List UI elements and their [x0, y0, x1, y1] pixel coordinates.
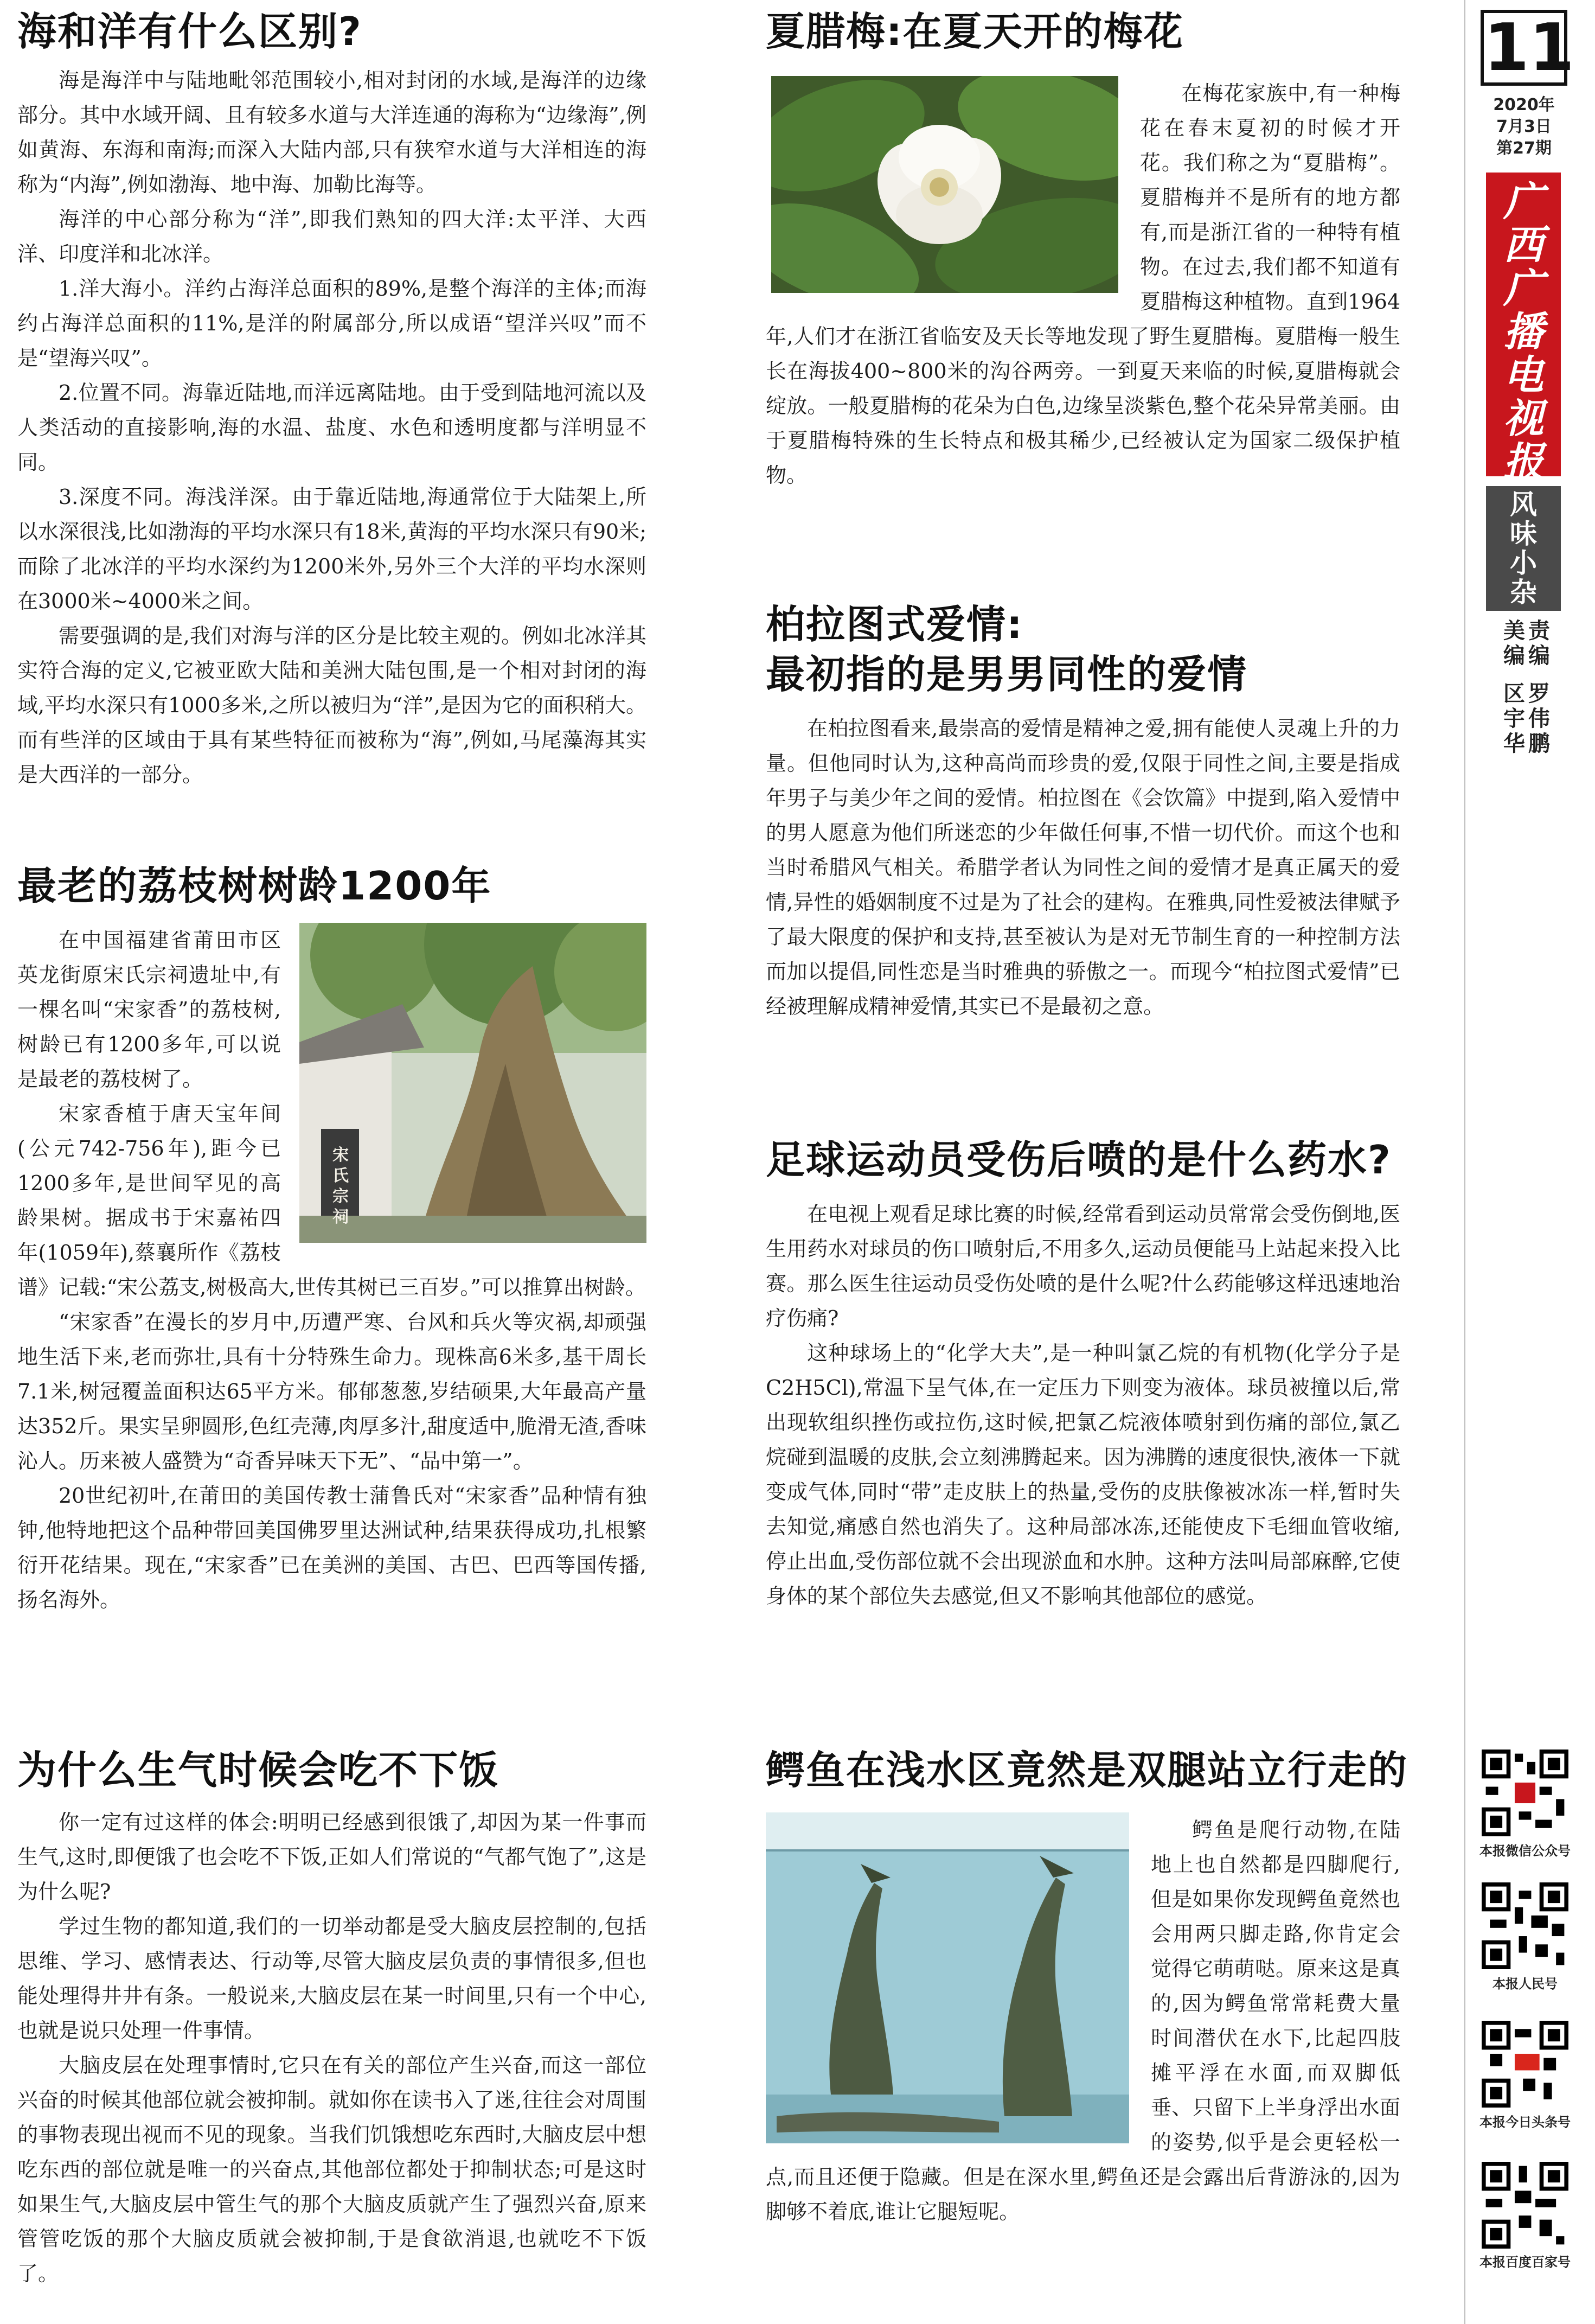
lychee-tree-illustration: [299, 923, 646, 1243]
article-football-spray: [766, 1134, 1400, 1613]
qr-label: 本报百度百家号: [1479, 2255, 1571, 2270]
column-divider: [1464, 0, 1465, 2324]
shrine-sign-text: 宋氏宗祠: [332, 1146, 349, 1227]
qr-code-icon: [1482, 1750, 1568, 1836]
qr-code-renmin[interactable]: [1482, 1882, 1568, 1969]
editor-char: 责: [1528, 618, 1550, 643]
article-platonic-love: [766, 599, 1400, 1024]
paper-name-char: 播: [1503, 309, 1543, 355]
article-paragraph: 在电视上观看足球比赛的时候,经常看到运动员常常会受伤倒地,医生用药水对球员的伤口喷射后,不用多久,运动员便能马上站起来投入比赛。那么医生往运动员受伤处喷的是什么呢?什么药能够这样迅速地治疗伤痛?: [766, 1202, 1400, 1330]
article-paragraph: 20世纪初叶,在莆田的美国传教士蒲鲁氏对“宋家香”品种情有独钟,他特地把这个品种带回美国佛罗里达洲试种,结果获得成功,扎根繁衍开花结果。现在,“宋家香”已在美洲的美国、古巴、巴西等国传播,扬名海外。: [17, 1484, 646, 1612]
summer-plum-flower-illustration: [771, 76, 1118, 293]
article-angry-eat: [17, 1744, 646, 2291]
article-lychee: [17, 860, 646, 1617]
summer-plum-photo: [771, 76, 1118, 293]
qr-code-icon: [1482, 2021, 1568, 2108]
editor-credits: [1486, 618, 1567, 756]
section-char: 杂: [1510, 577, 1537, 608]
paper-name-char: 广: [1503, 178, 1543, 225]
editor-char: 编: [1503, 643, 1525, 668]
article-paragraph: 海洋的中心部分称为“洋”,即我们熟知的四大洋:太平洋、大西洋、印度洋和北冰洋。: [17, 207, 646, 266]
article-paragraph: 3.深度不同。海浅洋深。由于靠近陆地,海通常位于大陆架上,所以水深很浅,比如渤海的平均水深只有18米,黄海的平均水深只有90米;而除了北冰洋的平均水深约为1200米外,另外三个大洋的平均水深则在3000米~4000米之间。: [17, 485, 646, 613]
editor-char: 伟: [1528, 706, 1550, 731]
paper-name-char: 西: [1503, 222, 1543, 269]
article-paragraph: 这种球场上的“化学大夫”,是一种叫氯乙烷的有机物(化学分子是C2H5Cl),常温下呈气体,在一定压力下则变为液体。球员被撞以后,常出现软组织挫伤或拉伤,这时候,把氯乙烷液体喷射到伤痛的部位,氯乙烷碰到温暖的皮肤,会立刻沸腾起来。因为沸腾的速度很快,液体一下就变成气体,同时“带”走皮肤上的热量,受伤的皮肤像被冰冻一样,暂时失去知觉,痛感自然也消失了。这种局部冰冻,还能使皮下毛细血管收缩,停止出血,受伤部位就不会出现淤血和水肿。这种方法叫局部麻醉,它使身体的某个部位失去感觉,但又不影响其他部位的感觉。: [766, 1341, 1400, 1608]
article-paragraph: 海是海洋中与陆地毗邻范围较小,相对封闭的水域,是海洋的边缘部分。其中水域开阔、且有较多水道与大洋连通的海称为“边缘海”,例如黄海、东海和南海;而深入大陆内部,只有狭窄水道与大洋相连的海称为“内海”,例如渤海、地中海、加勒比海等。: [17, 68, 646, 196]
editor-char: 华: [1503, 731, 1525, 756]
article-paragraph: 在中国福建省莆田市区英龙街原宋氏宗祠遗址中,有一棵名叫“宋家香”的荔枝树,树龄已有1200多年,可以说是最老的荔枝树了。: [17, 928, 281, 1091]
article-paragraph: 你一定有过这样的体会:明明已经感到很饿了,却因为某一件事而生气,这时,即便饿了也会吃不下饭,正如人们常说的“气都气饱了”,这是为什么呢?: [17, 1810, 646, 1904]
qr-code-icon: [1482, 2162, 1568, 2249]
article-title: 最老的荔枝树树龄1200年: [17, 863, 492, 909]
article-summer-plum: [766, 5, 1400, 493]
article-crocodile: [766, 1744, 1408, 2229]
section-char: 风: [1510, 489, 1537, 520]
article-title-line1: 柏拉图式爱情:: [766, 602, 1023, 647]
masthead-column: [1471, 0, 1595, 2324]
article-title: 为什么生气时候会吃不下饭: [17, 1747, 499, 1793]
article-paragraph: 1.洋大海小。洋约占海洋总面积的89%,是整个海洋的主体;而海约占海洋总面积的11%,是洋的附属部分,所以成语“望洋兴叹”而不是“望海兴叹”。: [17, 277, 646, 370]
article-paragraph: “宋家香”在漫长的岁月中,历遭严寒、台风和兵火等灾祸,却顽强地生活下来,老而弥壮,具有十分特殊生命力。现株高6米多,基干周长7.1米,树冠覆盖面积达65平方米。郁郁葱葱,岁结硕果,大年最高产量达352斤。果实呈卵圆形,色红壳薄,肉厚多汁,甜度适中,脆滑无渣,香味沁人。历来被人盛赞为“奇香异味天下无”、“品中第一”。: [17, 1310, 646, 1473]
article-paragraph: 2.位置不同。海靠近陆地,而洋远离陆地。由于受到陆地河流以及人类活动的直接影响,海的水温、盐度、水色和透明度都与洋明显不同。: [17, 381, 646, 474]
article-paragraph: 在柏拉图看来,最崇高的爱情是精神之爱,拥有能使人灵魂上升的力量。但他同时认为,这种高尚而珍贵的爱,仅限于同性之间,主要是指成年男子与美少年之间的爱情。柏拉图在《会饮篇》中提到,陷入爱情中的男人愿意为他们所迷恋的少年做任何事,不惜一切代价。而这个也和当时希腊风气相关。希腊学者认为同性之间的爱情才是真正属天的爱情,异性的婚姻制度不过是为了社会的建构。在雅典,同性爱被法律赋予了最大限度的保护和支持,甚至被认为是对无节制生育的一种控制方法而加以提倡,同性恋是当时雅典的骄傲之一。而现今“柏拉图式爱情”已经被理解成精神爱情,其实已不是最初之意。: [766, 717, 1400, 1018]
editor-char: 鹏: [1528, 731, 1550, 756]
article-paragraph: 学过生物的都知道,我们的一切举动都是受大脑皮层控制的,包括思维、学习、感情表达、行动等,尽管大脑皮层负责的事情很多,但也能处理得井井有条。一般说来,大脑皮层在某一时间里,只有一个中心,也就是说只处理一件事情。: [17, 1914, 646, 2042]
editor-col: [1528, 618, 1550, 756]
article-paragraph: 在梅花家族中,有一种梅花在春末夏初的时候才开花。我们称之为“夏腊梅”。夏腊梅并不是所有的地方都有,而是浙江省的一种特有植物。在过去,我们都不知道有夏腊梅这种植物。直到1964年,人们才在浙江省临安及天长等地发现了野生夏腊梅。夏腊梅一般生长在海拔400~800米的沟谷两旁。一到夏天来临的时候,夏腊梅就会绽放。一般夏腊梅的花朵为白色,边缘呈淡紫色,整个花朵异常美丽。由于夏腊梅特殊的生长特点和极其稀少,已经被认定为国家二级保护植物。: [766, 81, 1400, 487]
paper-name-char: 视: [1503, 395, 1543, 442]
editor-col: [1503, 618, 1525, 756]
section-banner: [1486, 486, 1561, 611]
article-title: 海和洋有什么区别?: [17, 9, 362, 54]
paper-name-char: 报: [1503, 439, 1543, 486]
article-title-line2: 最初指的是男男同性的爱情: [766, 652, 1248, 697]
qr-label: 本报今日头条号: [1479, 2115, 1571, 2130]
editor-char: 区: [1503, 681, 1525, 706]
lychee-tree-photo: [299, 923, 646, 1243]
article-title: 鳄鱼在浅水区竟然是双腿站立行走的: [766, 1747, 1408, 1793]
section-char: 小: [1510, 547, 1537, 579]
article-title: 夏腊梅:在夏天开的梅花: [766, 9, 1184, 54]
article-title: 足球运动员受伤后喷的是什么药水?: [766, 1137, 1392, 1183]
section-char: 味: [1510, 518, 1537, 550]
article-paragraph: 需要强调的是,我们对海与洋的区分是比较主观的。例如北冰洋其实符合海的定义,它被亚欧大陆和美洲大陆包围,是一个相对封闭的海域,平均水深只有1000多米,之所以被归为“洋”,是因为它的面积稍大。而有些洋的区域由于具有某些特征而被称为“海”,例如,马尾藻海其实是大西洋的一部分。: [17, 624, 646, 787]
article-sea-ocean: [17, 5, 646, 792]
crocodile-photo: [766, 1812, 1129, 2143]
paper-name-char: 电: [1503, 352, 1543, 399]
qr-label: 本报人民号: [1492, 1976, 1558, 1991]
qr-code-baidu[interactable]: [1482, 2162, 1568, 2249]
crocodile-tank-illustration: [766, 1812, 1129, 2143]
date-year: 2020年: [1493, 95, 1555, 114]
qr-code-toutiao[interactable]: [1482, 2021, 1568, 2108]
editor-char: 宇: [1503, 706, 1525, 731]
article-paragraph: 宋家香植于唐天宝年间(公元742-756年),距今已1200多年,是世间罕见的高龄果树。据成书于宋嘉祐四年(1059年),蔡襄所作《荔枝谱》记载:“宋公荔支,树极高大,世传其树已三百岁。”可以推算出树龄。: [17, 1102, 646, 1299]
newspaper-name-banner: [1486, 173, 1561, 486]
qr-label: 本报微信公众号: [1479, 1843, 1571, 1859]
qr-code-icon: [1482, 1882, 1568, 1969]
article-paragraph: 大脑皮层在处理事情时,它只在有关的部位产生兴奋,而这一部位兴奋的时候其他部位就会被抑制。就如你在读书入了迷,往往会对周围的事物表现出视而不见的现象。当我们饥饿想吃东西时,大脑皮层中想吃东西的部位就是唯一的兴奋点,其他部位都处于抑制状态;可是这时如果生气,大脑皮层中管生气的那个大脑皮质就产生了强烈兴奋,原来管管吃饭的那个大脑皮质就会被抑制,于是食欲消退,也就吃不下饭了。: [17, 2053, 646, 2285]
editor-char: 罗: [1528, 681, 1550, 706]
paper-name-char: 广: [1503, 265, 1543, 312]
editor-char: 编: [1528, 643, 1550, 668]
issue-number: 第27期: [1496, 139, 1552, 158]
editor-char: 美: [1503, 618, 1525, 643]
date-day: 7月3日: [1496, 117, 1552, 136]
qr-code-wechat[interactable]: [1482, 1750, 1568, 1836]
article-paragraph: 鳄鱼是爬行动物,在陆地上也自然都是四脚爬行,但是如果你发现鳄鱼竟然也会用两只脚走路,你肯定会觉得它萌萌哒。原来这是真的,因为鳄鱼常常耗费大量时间潜伏在水下,比起四肢摊平浮在水面,而双脚低垂、只留下上半身浮出水面的姿势,似乎是会更轻松一点,而且还便于隐藏。但是在深水里,鳄鱼还是会露出后背游泳的,因为脚够不着底,谁让它腿短呢。: [766, 1818, 1400, 2224]
page-number: 11: [1481, 10, 1567, 86]
